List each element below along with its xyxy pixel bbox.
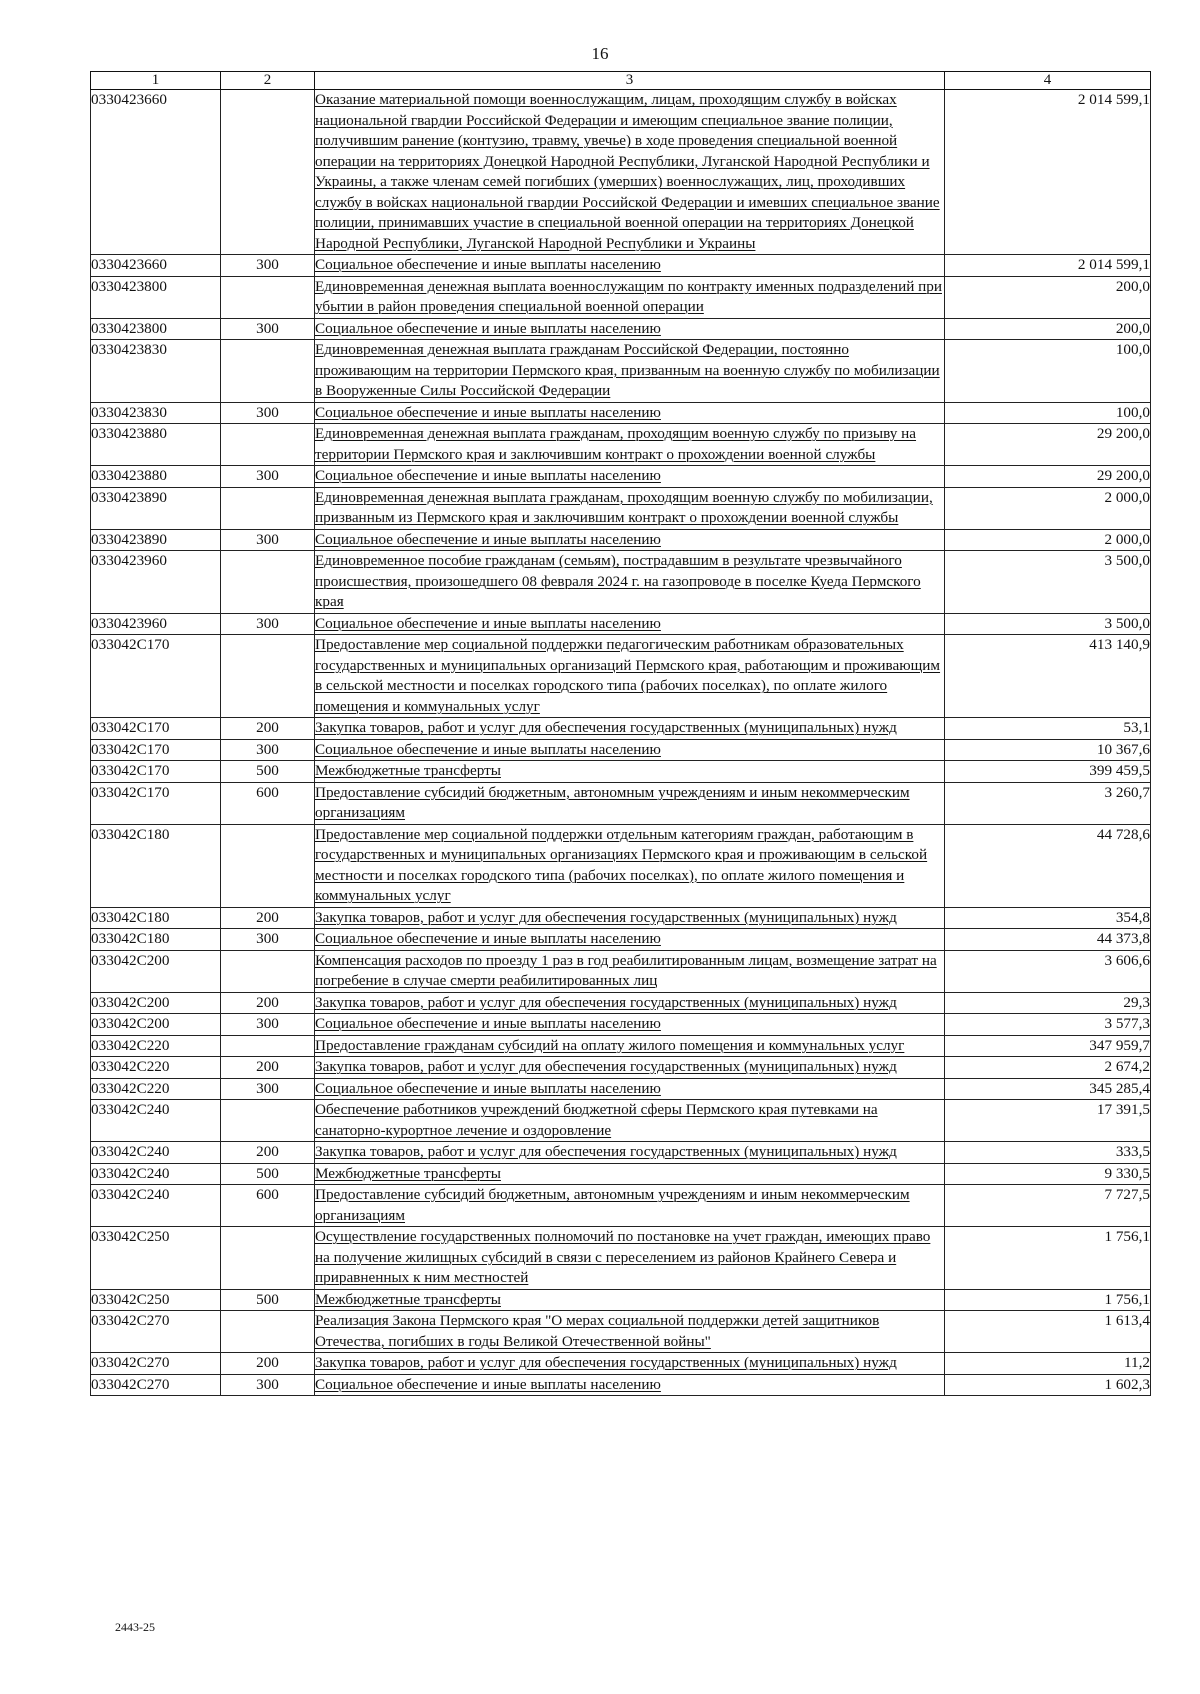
row-amount: 2 014 599,1 [945, 90, 1151, 255]
row-expense-type [221, 824, 315, 907]
table-row [91, 1035, 1151, 1057]
row-description: Единовременная денежная выплата гражданам Российской Федерации, постоянно проживающим на территории Пермского края, призванным на военную службу по мобилизации в Вооруженные Силы Российской Федерации [315, 340, 945, 403]
row-expense-type [221, 340, 315, 403]
row-code: 0330423880 [91, 466, 221, 488]
row-expense-type: 500 [221, 1163, 315, 1185]
row-description: Социальное обеспечение и иные выплаты населению [315, 613, 945, 635]
row-code: 033042С180 [91, 929, 221, 951]
row-description: Закупка товаров, работ и услуг для обеспечения государственных (муниципальных) нужд [315, 1353, 945, 1375]
row-code: 0330423880 [91, 424, 221, 466]
table-row [91, 824, 1151, 907]
column-header-4: 4 [945, 72, 1151, 90]
row-code: 033042С240 [91, 1100, 221, 1142]
row-amount: 354,8 [945, 907, 1151, 929]
column-header-3: 3 [315, 72, 945, 90]
row-amount: 1 613,4 [945, 1311, 1151, 1353]
row-expense-type [221, 1035, 315, 1057]
row-amount: 1 756,1 [945, 1289, 1151, 1311]
row-expense-type: 300 [221, 402, 315, 424]
row-expense-type [221, 635, 315, 718]
row-amount: 399 459,5 [945, 761, 1151, 783]
table-row [91, 1185, 1151, 1227]
table-row [91, 782, 1151, 824]
table-row [91, 992, 1151, 1014]
row-description: Закупка товаров, работ и услуг для обеспечения государственных (муниципальных) нужд [315, 907, 945, 929]
row-description: Предоставление субсидий бюджетным, автономным учреждениям и иным некоммерческим организациям [315, 1185, 945, 1227]
table-row [91, 402, 1151, 424]
row-code: 033042С220 [91, 1057, 221, 1079]
table-row [91, 1100, 1151, 1142]
row-code: 033042С270 [91, 1311, 221, 1353]
row-description: Социальное обеспечение и иные выплаты населению [315, 402, 945, 424]
table-row [91, 635, 1151, 718]
row-amount: 3 606,6 [945, 950, 1151, 992]
row-code: 0330423830 [91, 402, 221, 424]
row-code: 033042С180 [91, 907, 221, 929]
row-expense-type: 600 [221, 1185, 315, 1227]
row-expense-type [221, 551, 315, 614]
row-description: Социальное обеспечение и иные выплаты населению [315, 1374, 945, 1396]
row-code: 0330423660 [91, 255, 221, 277]
column-header-1: 1 [91, 72, 221, 90]
table-row [91, 739, 1151, 761]
row-amount: 10 367,6 [945, 739, 1151, 761]
table-row [91, 466, 1151, 488]
row-description: Единовременная денежная выплата военнослужащим по контракту именных подразделений при убытии в район проведения специальной военной операции [315, 276, 945, 318]
row-code: 033042С180 [91, 824, 221, 907]
page-number: 16 [591, 44, 609, 63]
row-amount: 3 260,7 [945, 782, 1151, 824]
row-code: 0330423660 [91, 90, 221, 255]
row-amount: 3 500,0 [945, 613, 1151, 635]
row-amount: 200,0 [945, 276, 1151, 318]
row-expense-type: 200 [221, 718, 315, 740]
row-amount: 53,1 [945, 718, 1151, 740]
row-expense-type [221, 1100, 315, 1142]
row-code: 0330423800 [91, 318, 221, 340]
row-expense-type: 600 [221, 782, 315, 824]
table-row [91, 1163, 1151, 1185]
row-description: Компенсация расходов по проезду 1 раз в год реабилитированным лицам, возмещение затрат на погребение в случае смерти реабилитированных лиц [315, 950, 945, 992]
row-amount: 200,0 [945, 318, 1151, 340]
row-code: 033042С170 [91, 718, 221, 740]
budget-table [90, 71, 1151, 1396]
row-description: Социальное обеспечение и иные выплаты населению [315, 318, 945, 340]
table-row [91, 424, 1151, 466]
document-footer-code: 2443-25 [115, 1620, 155, 1634]
row-description: Осуществление государственных полномочий по постановке на учет граждан, имеющих право на получение жилищных субсидий в связи с переселением из районов Крайнего Севера и приравненных к ним местностей [315, 1227, 945, 1290]
row-expense-type [221, 1311, 315, 1353]
row-description: Закупка товаров, работ и услуг для обеспечения государственных (муниципальных) нужд [315, 992, 945, 1014]
row-amount: 413 140,9 [945, 635, 1151, 718]
row-amount: 3 577,3 [945, 1014, 1151, 1036]
row-code: 0330423890 [91, 487, 221, 529]
table-row [91, 1374, 1151, 1396]
row-amount: 2 000,0 [945, 487, 1151, 529]
row-expense-type [221, 90, 315, 255]
row-expense-type: 200 [221, 1353, 315, 1375]
row-expense-type [221, 424, 315, 466]
row-code: 033042С200 [91, 950, 221, 992]
row-description: Единовременная денежная выплата гражданам, проходящим военную службу по призыву на территории Пермского края и заключившим контракт о прохождении военной службы [315, 424, 945, 466]
row-description: Единовременное пособие гражданам (семьям), пострадавшим в результате чрезвычайного происшествия, произошедшего 08 февраля 2024 г. на газопроводе в поселке Куеда Пермского края [315, 551, 945, 614]
table-row [91, 276, 1151, 318]
row-amount: 29 200,0 [945, 424, 1151, 466]
row-amount: 100,0 [945, 340, 1151, 403]
row-code: 033042С270 [91, 1353, 221, 1375]
row-amount: 345 285,4 [945, 1078, 1151, 1100]
row-amount: 29,3 [945, 992, 1151, 1014]
row-description: Предоставление гражданам субсидий на оплату жилого помещения и коммунальных услуг [315, 1035, 945, 1057]
row-description: Социальное обеспечение и иные выплаты населению [315, 1078, 945, 1100]
row-expense-type: 200 [221, 1057, 315, 1079]
row-code: 033042С240 [91, 1142, 221, 1164]
row-expense-type: 300 [221, 1014, 315, 1036]
row-amount: 11,2 [945, 1353, 1151, 1375]
row-description: Социальное обеспечение и иные выплаты населению [315, 529, 945, 551]
table-row [91, 1227, 1151, 1290]
row-expense-type: 300 [221, 1078, 315, 1100]
row-expense-type: 300 [221, 739, 315, 761]
row-amount: 347 959,7 [945, 1035, 1151, 1057]
row-amount: 7 727,5 [945, 1185, 1151, 1227]
row-expense-type: 300 [221, 1374, 315, 1396]
table-row [91, 1353, 1151, 1375]
row-code: 033042С200 [91, 992, 221, 1014]
row-code: 0330423960 [91, 613, 221, 635]
row-description: Межбюджетные трансферты [315, 761, 945, 783]
row-description: Предоставление субсидий бюджетным, автономным учреждениям и иным некоммерческим организациям [315, 782, 945, 824]
row-description: Социальное обеспечение и иные выплаты населению [315, 466, 945, 488]
row-code: 0330423890 [91, 529, 221, 551]
row-code: 033042С240 [91, 1163, 221, 1185]
row-expense-type: 500 [221, 1289, 315, 1311]
row-description: Межбюджетные трансферты [315, 1289, 945, 1311]
row-expense-type: 200 [221, 907, 315, 929]
table-row [91, 1014, 1151, 1036]
row-description: Оказание материальной помощи военнослужащим, лицам, проходящим службу в войсках национальной гвардии Российской Федерации и имеющим специальное звание полиции, получившим ранение (контузию, травму, увечье) в ходе проведения специальной военной операции на территориях Донецкой Народной Республики, Луганской Народной Республики и Украины, а также членам семей погибших (умерших) военнослужащих, лиц, проходивших службу в войсках национальной гвардии Российской Федерации и имевших специальное звание полиции, принимавших участие в специальной военной операции на территориях Донецкой Народной Республики, Луганской Народной Республики и Украины [315, 90, 945, 255]
row-code: 033042С240 [91, 1185, 221, 1227]
row-amount: 44 728,6 [945, 824, 1151, 907]
row-expense-type [221, 276, 315, 318]
row-code: 033042С250 [91, 1227, 221, 1290]
table-row [91, 1311, 1151, 1353]
row-code: 0330423830 [91, 340, 221, 403]
table-row [91, 487, 1151, 529]
row-code: 033042С200 [91, 1014, 221, 1036]
table-row [91, 255, 1151, 277]
row-expense-type: 300 [221, 318, 315, 340]
row-description: Социальное обеспечение и иные выплаты населению [315, 929, 945, 951]
column-header-2: 2 [221, 72, 315, 90]
table-row [91, 1142, 1151, 1164]
row-expense-type: 300 [221, 466, 315, 488]
table-row [91, 718, 1151, 740]
row-code: 033042С170 [91, 782, 221, 824]
table-row [91, 340, 1151, 403]
row-expense-type [221, 487, 315, 529]
table-row [91, 1289, 1151, 1311]
row-amount: 2 000,0 [945, 529, 1151, 551]
row-expense-type [221, 950, 315, 992]
row-description: Закупка товаров, работ и услуг для обеспечения государственных (муниципальных) нужд [315, 1142, 945, 1164]
table-header-row [91, 72, 1151, 90]
row-code: 0330423960 [91, 551, 221, 614]
row-description: Единовременная денежная выплата гражданам, проходящим военную службу по мобилизации, призванным из Пермского края и заключившим контракт о прохождении военной службы [315, 487, 945, 529]
table-row [91, 950, 1151, 992]
table-row [91, 551, 1151, 614]
table-row [91, 529, 1151, 551]
row-expense-type: 300 [221, 529, 315, 551]
table-row [91, 90, 1151, 255]
row-expense-type: 300 [221, 255, 315, 277]
row-code: 033042С220 [91, 1035, 221, 1057]
row-amount: 2 674,2 [945, 1057, 1151, 1079]
row-code: 033042С270 [91, 1374, 221, 1396]
row-expense-type: 500 [221, 761, 315, 783]
table-body [91, 90, 1151, 1396]
row-amount: 3 500,0 [945, 551, 1151, 614]
row-description: Закупка товаров, работ и услуг для обеспечения государственных (муниципальных) нужд [315, 718, 945, 740]
row-amount: 2 014 599,1 [945, 255, 1151, 277]
row-description: Закупка товаров, работ и услуг для обеспечения государственных (муниципальных) нужд [315, 1057, 945, 1079]
table-row [91, 318, 1151, 340]
row-description: Предоставление мер социальной поддержки педагогическим работникам образовательных государственных и муниципальных организаций Пермского края, работающим и проживающим в сельской местности и поселках городского типа (рабочих поселках), по оплате жилого помещения и коммунальных услуг [315, 635, 945, 718]
row-code: 033042С220 [91, 1078, 221, 1100]
table-row [91, 929, 1151, 951]
row-description: Реализация Закона Пермского края "О мерах социальной поддержки детей защитников Отечества, погибших в годы Великой Отечественной войны" [315, 1311, 945, 1353]
row-code: 033042С170 [91, 635, 221, 718]
row-amount: 1 756,1 [945, 1227, 1151, 1290]
row-amount: 333,5 [945, 1142, 1151, 1164]
row-description: Социальное обеспечение и иные выплаты населению [315, 1014, 945, 1036]
row-amount: 1 602,3 [945, 1374, 1151, 1396]
row-description: Предоставление мер социальной поддержки отдельным категориям граждан, работающим в государственных и муниципальных организациях Пермского края и проживающим в сельской местности и поселках городского типа (рабочих поселках), по оплате жилого помещения и коммунальных услуг [315, 824, 945, 907]
row-expense-type: 200 [221, 992, 315, 1014]
row-code: 0330423800 [91, 276, 221, 318]
row-amount: 100,0 [945, 402, 1151, 424]
row-description: Межбюджетные трансферты [315, 1163, 945, 1185]
table-row [91, 1078, 1151, 1100]
row-expense-type [221, 1227, 315, 1290]
row-amount: 29 200,0 [945, 466, 1151, 488]
row-amount: 44 373,8 [945, 929, 1151, 951]
row-description: Социальное обеспечение и иные выплаты населению [315, 255, 945, 277]
row-amount: 9 330,5 [945, 1163, 1151, 1185]
table-row [91, 907, 1151, 929]
row-code: 033042С250 [91, 1289, 221, 1311]
table-row [91, 1057, 1151, 1079]
row-expense-type: 200 [221, 1142, 315, 1164]
row-description: Социальное обеспечение и иные выплаты населению [315, 739, 945, 761]
table-row [91, 761, 1151, 783]
table-row [91, 613, 1151, 635]
row-amount: 17 391,5 [945, 1100, 1151, 1142]
row-code: 033042С170 [91, 739, 221, 761]
row-expense-type: 300 [221, 613, 315, 635]
row-description: Обеспечение работников учреждений бюджетной сферы Пермского края путевками на санаторно-курортное лечение и оздоровление [315, 1100, 945, 1142]
row-code: 033042С170 [91, 761, 221, 783]
row-expense-type: 300 [221, 929, 315, 951]
